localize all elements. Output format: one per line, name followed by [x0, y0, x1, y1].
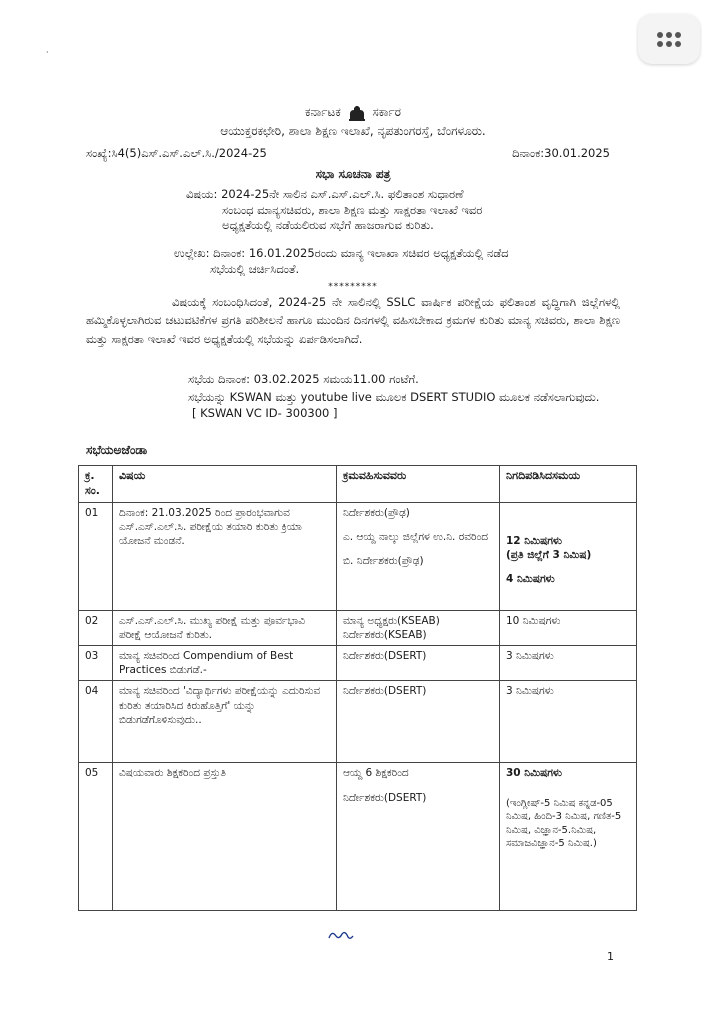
meeting-mode: ಸಭೆಯನ್ನು KSWAN ಮತ್ತು youtube live ಮೂಲಕ DSERT STUDIO ಮೂಲಕ ನಡೆಸಲಾಗುವುದು.: [188, 390, 600, 404]
government-header: [0, 104, 706, 121]
signature-mark: [326, 928, 356, 947]
row-time: 3 ನಿಮಿಷಗಳು: [500, 646, 637, 681]
row-subject: ವಿಷಯವಾರು ಶಿಕ್ಷಕರಿಂದ ಪ್ರಸ್ತುತಿ: [113, 763, 337, 911]
row-time: 10 ನಿಮಿಷಗಳು: [500, 610, 637, 645]
agenda-title: ಸಭೆಯಅಜೆಂಡಾ: [86, 443, 148, 457]
notice-title: ಸಭಾ ಸೂಚನಾ ಪತ್ರ: [315, 167, 391, 181]
table-row: [79, 502, 637, 610]
reference-block: [174, 246, 624, 277]
row-subject: ಮಾನ್ಯ ಸಚಿವರಿಂದ 'ವಿದ್ಯಾರ್ಥಿಗಳು ಪರೀಕ್ಷೆಯನ್ನು ಎದುರಿಸುವ ಕುರಿತು ತಯಾರಿಸಿದ ಕಿರುಹೊತ್ತಿಗೆ' ಯನ್ನು ಬಿಡುಗಡೆಗೊಳಿಸುವುದು..: [113, 681, 337, 763]
table-header-row: [79, 466, 637, 503]
time-value: 30 ನಿಮಿಷಗಳು: [506, 767, 563, 780]
row-no: 03: [79, 646, 113, 681]
govt-right-text: ಸರ್ಕಾರ: [372, 105, 401, 119]
responsible-line: ಆಯ್ದ 6 ಶಿಕ್ಷಕರಿಂದ: [343, 767, 409, 780]
row-responsible: [337, 763, 500, 911]
document-date: ದಿನಾಂಕ:30.01.2025: [512, 146, 610, 160]
row-subject: ಮಾನ್ಯ ಸಚಿವರಿಂದ Compendium of Best Practices ಬಿಡುಗಡೆ.-: [113, 646, 337, 681]
col-header-subject: ವಿಷಯ: [113, 466, 337, 503]
meeting-vc-id: [ KSWAN VC ID- 300300 ]: [192, 406, 338, 420]
page-number: 1: [607, 950, 614, 963]
subject-line-2: ಸಂಬಂಧ ಮಾನ್ಯಸಚಿವರು, ಶಾಲಾ ಶಿಕ್ಷಣ ಮತ್ತು ಸಾಕ್ಷರತಾ ಇಲಾಖೆ ಇವರ: [222, 202, 483, 217]
row-no: 04: [79, 681, 113, 763]
agenda-table: [78, 465, 637, 911]
time-breakdown: (ಇಂಗ್ಲೀಷ್-5 ನಿಮಿಷ ಕನ್ನಡ-05 ನಿಮಿಷ, ಹಿಂದಿ-3 ನಿಮಿಷ, ಗಣಿತ-5 ನಿಮಿಷ, ವಿಜ್ಞಾನ-5.ನಿಮಿಷ, ಸಮಾಜವಿಜ್ಞಾನ-5 ನಿಮಿಷ.): [506, 797, 622, 850]
responsible-line: ನಿರ್ದೇಶಕರು(ಪ್ರೌಢ): [343, 506, 410, 519]
row-subject: ದಿನಾಂಕ: 21.03.2025 ರಿಂದ ಪ್ರಾರಂಭವಾಗುವ ಎಸ್.ಎಸ್.ಎಲ್.ಸಿ. ಪರೀಕ್ಷೆಯ ತಯಾರಿ ಕುರಿತು ಕ್ರಿಯಾ ಯೋಜನೆ ಮಂಡನೆ.: [113, 502, 337, 610]
row-responsible: [337, 610, 500, 645]
grid-dots-icon: [657, 32, 681, 47]
subject-line-3: ಅಧ್ಯಕ್ಷತೆಯಲ್ಲಿ ನಡೆಯಲಿರುವ ಸಭೆಗೆ ಹಾಜರಾಗುವ ಕುರಿತು.: [222, 218, 434, 233]
row-time: 3 ನಿಮಿಷಗಳು: [500, 681, 637, 763]
reference-line-1: ಉಲ್ಲೇಖ: ದಿನಾಂಕ: 16.01.2025ರಂದು ಮಾನ್ಯ ಇಲಾಖಾ ಸಚಿವರ ಅಧ್ಯಕ್ಷತೆಯಲ್ಲಿ ನಡೆದ: [174, 246, 509, 260]
emblem-icon: [347, 105, 367, 121]
subject-line-1: ವಿಷಯ: 2024-25ನೇ ಸಾಲಿನ ಎಸ್.ಎಸ್.ಎಲ್.ಸಿ. ಫಲಿತಾಂಶ ಸುಧಾರಣೆ: [186, 187, 464, 201]
row-time: [500, 502, 637, 610]
reference-line-2: ಸಭೆಯಲ್ಲಿ ಚರ್ಚಿಸಿದಂತೆ.: [210, 261, 300, 276]
table-row: [79, 763, 637, 911]
table-row: [79, 646, 637, 681]
row-subject: ಎಸ್.ಎಸ್.ಎಲ್.ಸಿ. ಮುಖ್ಯ ಪರೀಕ್ಷೆ ಮತ್ತು ಪೂರ್ವಭಾವಿ ಪರೀಕ್ಷೆ ಆಯೋಜನೆ ಕುರಿತು.: [113, 610, 337, 645]
table-row: [79, 681, 637, 763]
row-responsible: [337, 502, 500, 610]
time-value: 4 ನಿಮಿಷಗಳು: [506, 573, 555, 586]
office-address: ಆಯುಕ್ತರಕಛೇರಿ, ಶಾಲಾ ಶಿಕ್ಷಣ ಇಲಾಖೆ, ನೃಪತುಂಗರಸ್ತೆ, ಬೆಂಗಳೂರು.: [220, 124, 486, 138]
time-value: 12 ನಿಮಿಷಗಳು: [506, 534, 563, 547]
table-row: [79, 610, 637, 645]
responsible-line: ಬಿ. ನಿರ್ದೇಶಕರು(ಪ್ರೌಢ): [343, 555, 424, 568]
subject-block: [186, 187, 626, 234]
row-no: 05: [79, 763, 113, 911]
row-responsible: ನಿರ್ದೇಶಕರು(DSERT): [337, 681, 500, 763]
responsible-line: ಮಾನ್ಯ ಅಧ್ಯಕ್ಷರು(KSEAB): [343, 614, 440, 627]
row-time: [500, 763, 637, 911]
col-header-time: ನಿಗದಿಪಡಿಸಿದಸಮಯ: [500, 466, 637, 503]
row-no: 01: [79, 502, 113, 610]
body-paragraph: ವಿಷಯಕ್ಕೆ ಸಂಬಂಧಿಸಿದಂತೆ, 2024-25 ನೇ ಸಾಲಿನಲ್ಲಿ SSLC ವಾರ್ಷಿಕ ಪರೀಕ್ಷೆಯ ಫಲಿತಾಂಶ ವೃದ್ಧಿಗಾಗಿ ಜಿಲ್ಲೆಗಳಲ್ಲಿ ಹಮ್ಮಿಕೊಳ್ಳಲಾಗಿರುವ ಚಟುವಟಿಕೆಗಳ ಪ್ರಗತಿ ಪರಿಶೀಲನೆ ಹಾಗೂ ಮುಂದಿನ ದಿನಗಳಲ್ಲಿ ವಹಿಸಬೇಕಾದ ಕ್ರಮಗಳ ಕುರಿತು ಮಾನ್ಯ ಸಚಿವರು, ಶಾಲಾ ಶಿಕ್ಷಣ ಮತ್ತು ಸಾಕ್ಷರತಾ ಇಲಾಖೆ ಇವರ ಅಧ್ಯಕ್ಷತೆಯಲ್ಲಿ ಸಭೆಯನ್ನು ಏರ್ಪಡಿಸಲಾಗಿದೆ.: [86, 295, 620, 346]
responsible-line: ನಿರ್ದೇಶಕರು(DSERT): [343, 791, 427, 804]
govt-left-text: ಕರ್ನಾಟಕ: [305, 105, 341, 119]
meeting-datetime: ಸಭೆಯ ದಿನಾಂಕ: 03.02.2025 ಸಮಯ11.00 ಗಂಟೆಗೆ.: [188, 372, 419, 386]
row-responsible: ನಿರ್ದೇಶಕರು(DSERT): [337, 646, 500, 681]
responsible-line: ಎ. ಆಯ್ದ ನಾಲ್ಕು ಜಿಲ್ಲೆಗಳ ಉ.ನಿ. ರವರಿಂದ: [343, 530, 489, 543]
reference-number: ಸಂಖ್ಯೆ:ಸಿ4(5)ಎಸ್.ಎಸ್.ಎಲ್.ಸಿ./2024-25: [86, 146, 267, 160]
row-no: 02: [79, 610, 113, 645]
col-header-no: ಕ್ರ. ಸಂ.: [79, 466, 113, 503]
col-header-responsible: ಕ್ರಮವಹಿಸುವವರು: [337, 466, 500, 503]
time-note: (ಪ್ರತಿ ಜಿಲ್ಲೆಗೆ 3 ನಿಮಿಷ): [506, 548, 592, 561]
separator: *********: [328, 282, 378, 292]
responsible-line: ನಿರ್ದೇಶಕರು(KSEAB): [343, 628, 427, 641]
scan-mark: ·: [46, 48, 49, 57]
options-menu-button[interactable]: [638, 14, 700, 64]
